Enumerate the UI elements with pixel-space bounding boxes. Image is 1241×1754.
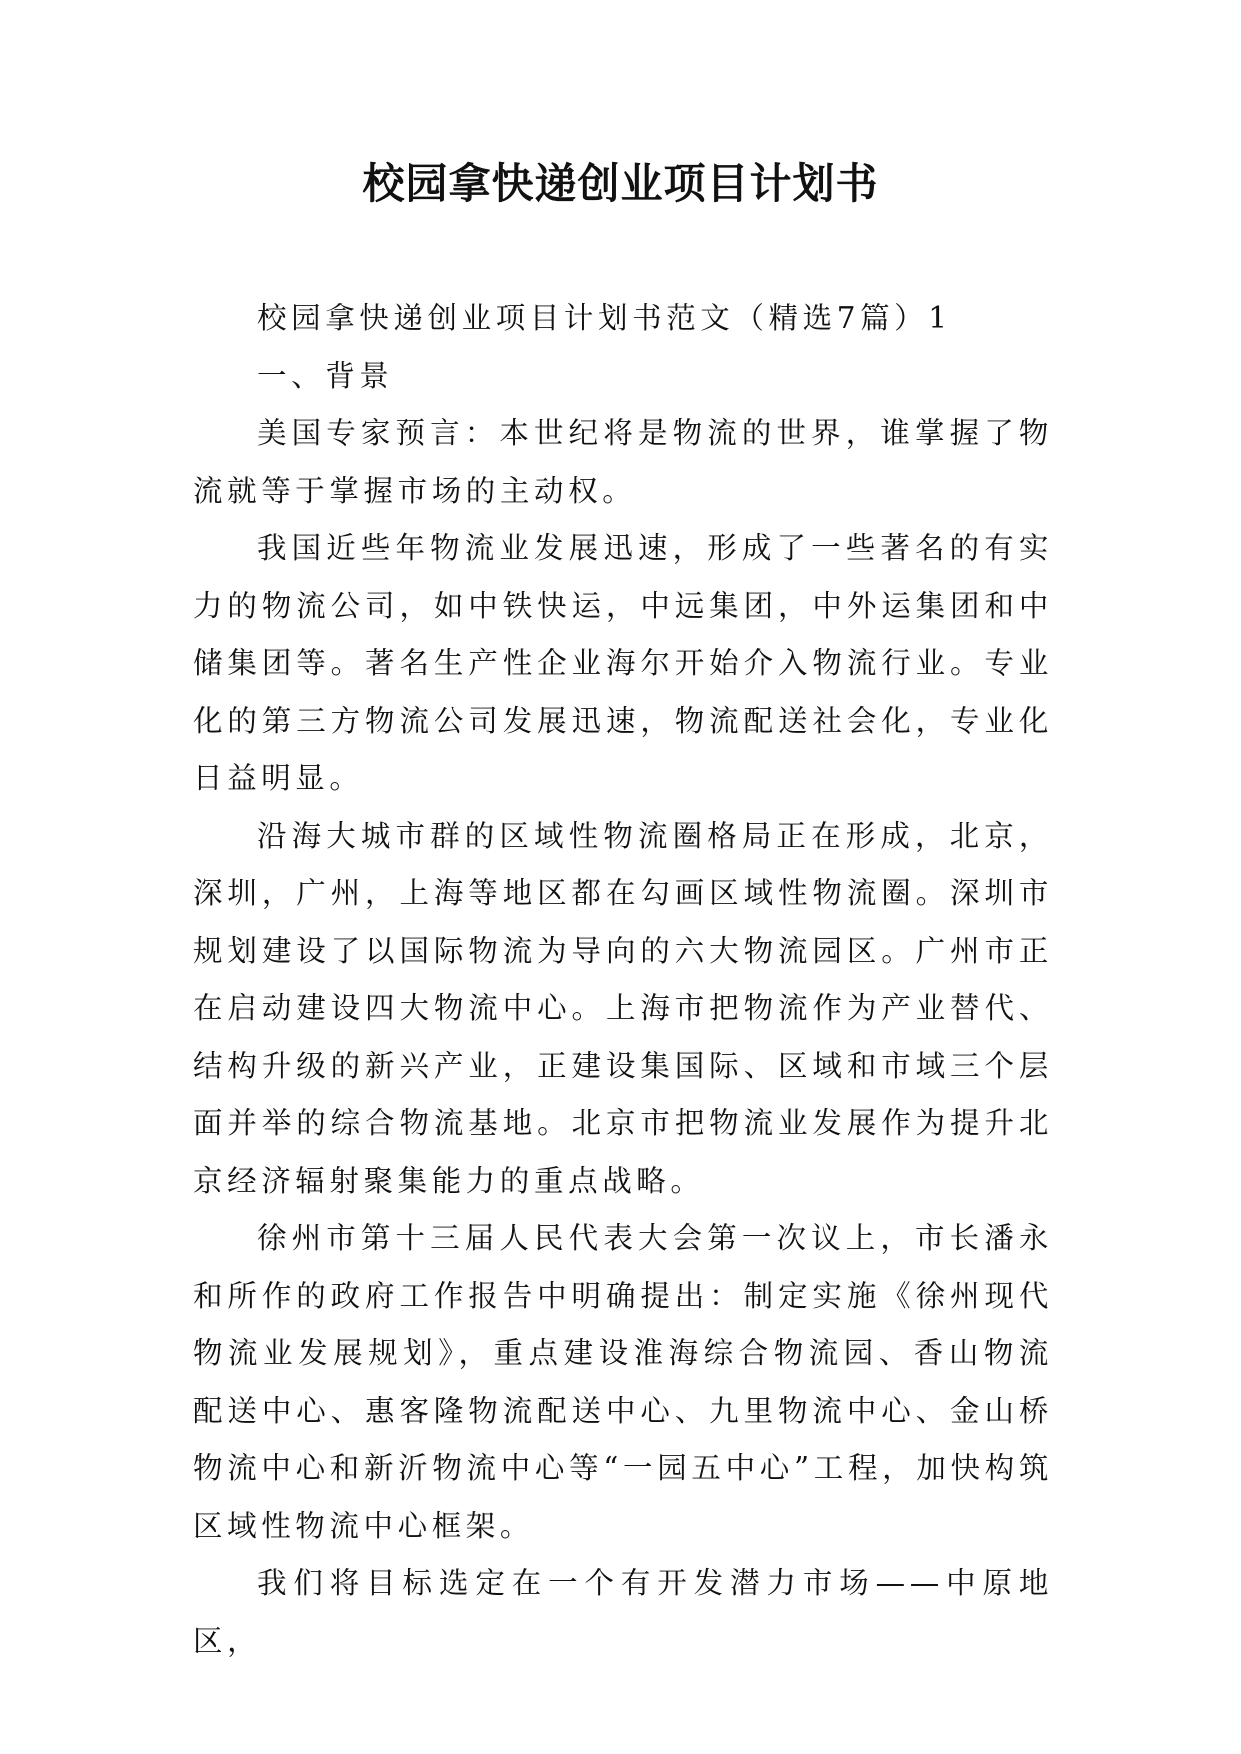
paragraph-subtitle: 校园拿快递创业项目计划书范文（精选7篇）1	[257, 301, 952, 335]
paragraph: 徐州市第十三届人民代表大会第一次议上，市长潘永和所作的政府工作报告中明确提出：制定实施《徐州现代物流业发展规划》，重点建设淮海综合物流园、香山物流配送中心、惠客隆物流配送中心、九里物流中心、金山桥物流中心和新沂物流中心等“一园五中心”工程，加快构筑区域性物流中心框架。	[193, 1221, 1053, 1543]
document-title: 校园拿快递创业项目计划书	[362, 159, 879, 208]
paragraph: 沿海大城市群的区域性物流圈格局正在形成，北京，深圳，广州，上海等地区都在勾画区域性物流圈。深圳市规划建设了以国际物流为导向的六大物流园区。广州市正在启动建设四大物流中心。上海市把物流作为产业替代、结构升级的新兴产业，正建设集国际、区域和市域三个层面并举的综合物流基地。北京市把物流业发展作为提升北京经济辐射聚集能力的重点战略。	[193, 818, 1053, 1198]
paragraph: 我国近些年物流业发展迅速，形成了一些著名的有实力的物流公司，如中铁快运，中远集团，中外运集团和中储集团等。著名生产性企业海尔开始介入物流行业。专业化的第三方物流公司发展迅速，物流配送社会化，专业化日益明显。	[193, 531, 1053, 795]
paragraph: 美国专家预言：本世纪将是物流的世界，谁掌握了物流就等于掌握市场的主动权。	[193, 416, 1053, 508]
document-body	[193, 290, 1053, 1670]
section-heading-background: 一、背景	[257, 358, 394, 393]
paragraph: 我们将目标选定在一个有开发潜力市场——中原地区，	[193, 1566, 1053, 1658]
